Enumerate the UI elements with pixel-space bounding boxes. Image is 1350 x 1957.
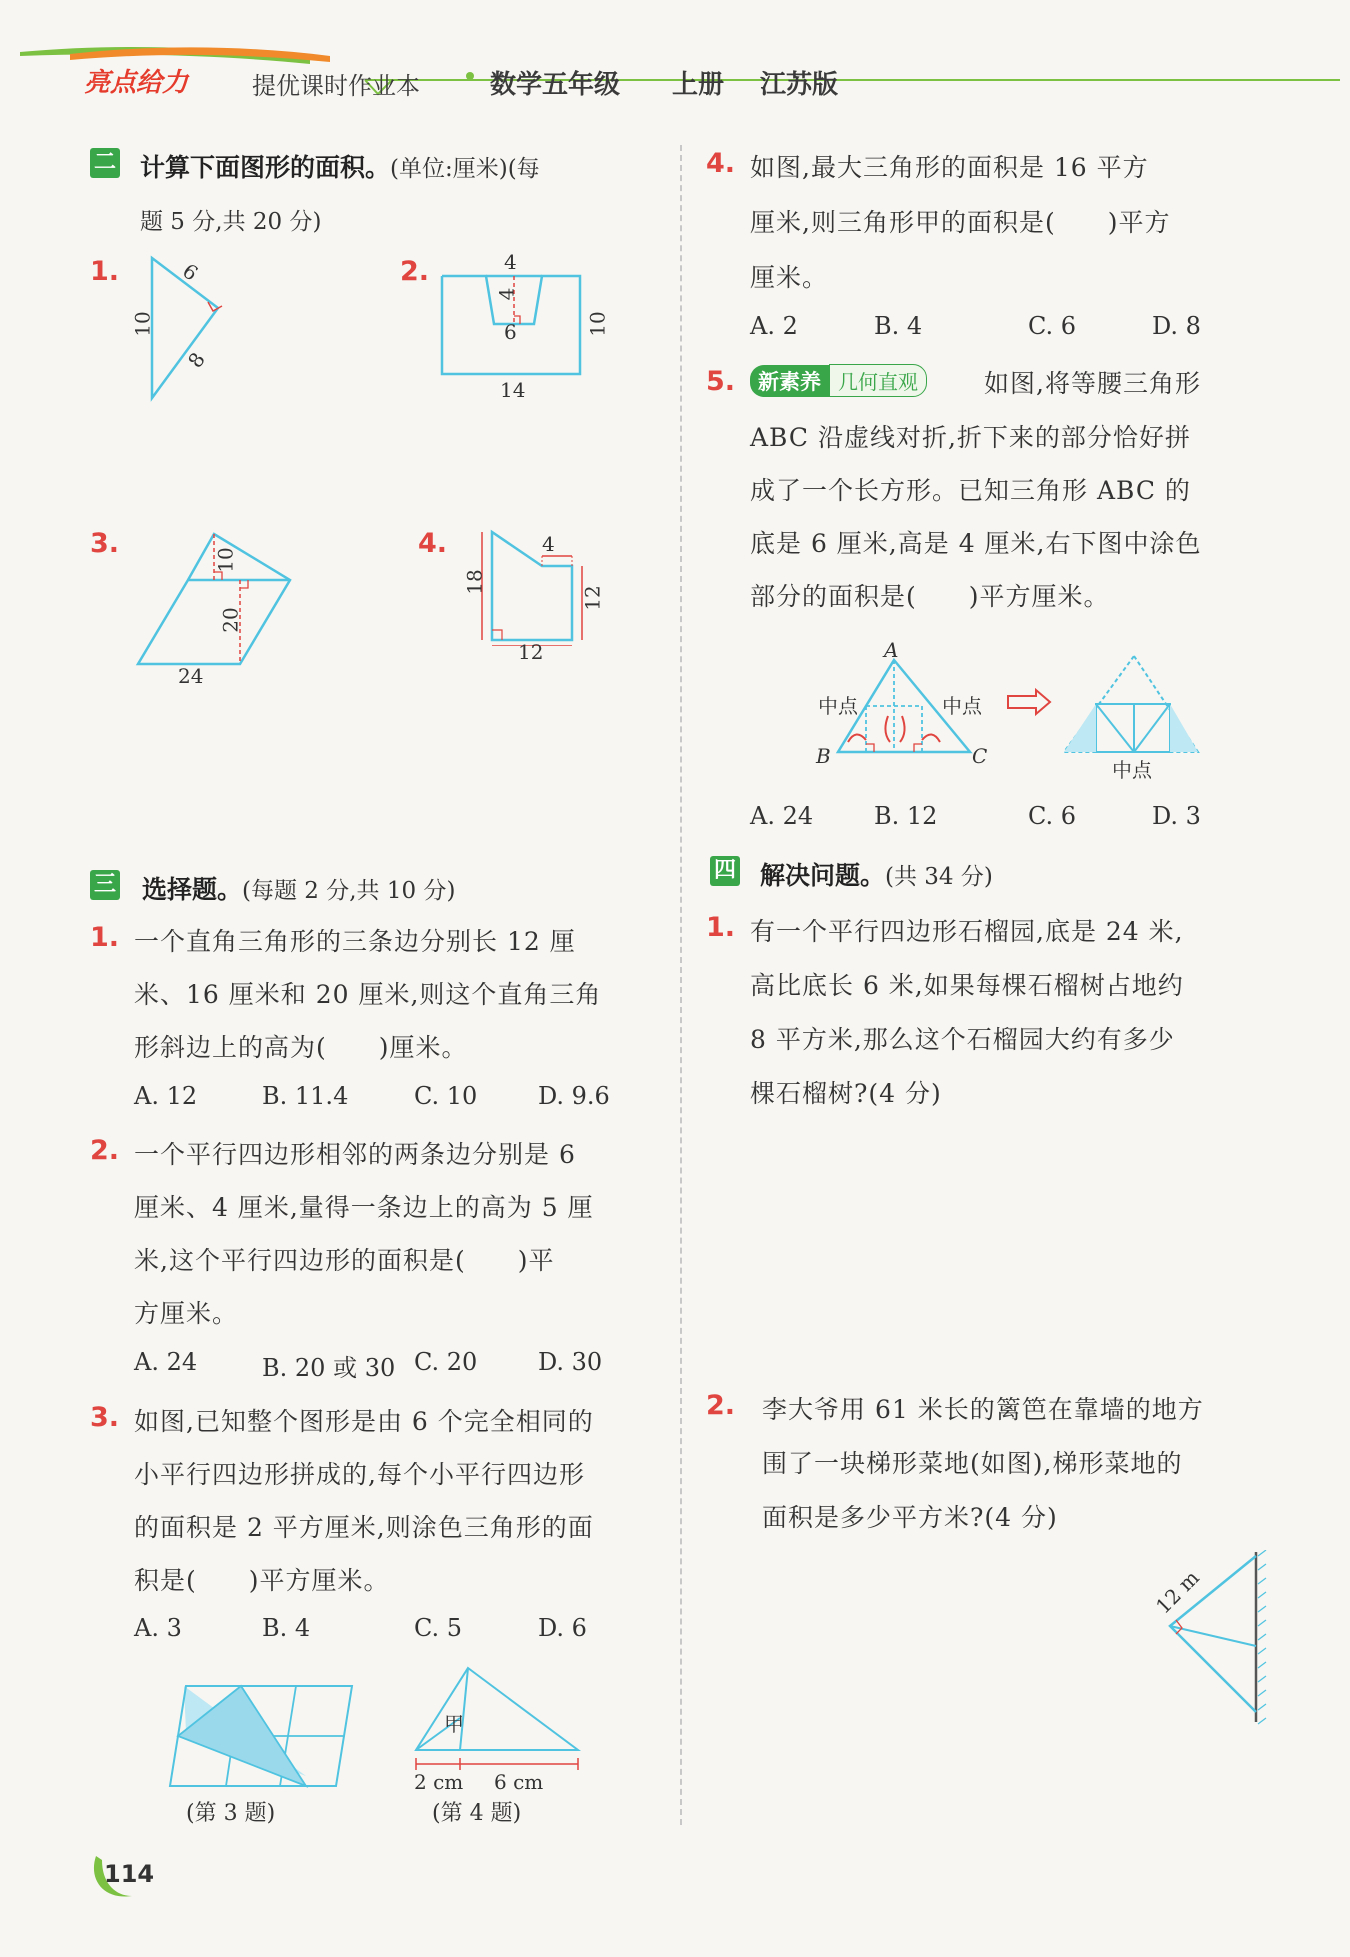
trapezoid-label-12m: 12 m: [1150, 1565, 1204, 1619]
fig3-label-20: 20: [218, 607, 243, 633]
question-number: 2.: [90, 1135, 120, 1166]
section-heading: [140, 148, 540, 184]
fig4-caption: (第 4 题): [432, 1801, 522, 1826]
question-line: 李大爷用 61 米长的篱笆在靠墙的地方: [762, 1395, 1204, 1424]
option-a[interactable]: A. 2: [750, 312, 798, 340]
fig3-label-10: 10: [213, 547, 238, 573]
question-number: 1.: [90, 922, 120, 953]
section-badge: 四: [710, 856, 740, 886]
q5-label-c: C: [972, 744, 988, 768]
option-b[interactable]: B. 4: [874, 312, 923, 340]
option-b[interactable]: B. 11.4: [262, 1082, 349, 1110]
q5-label-midpoint-left: 中点: [818, 694, 858, 718]
literacy-tag: [750, 364, 927, 397]
option-a[interactable]: A. 3: [134, 1614, 182, 1642]
question-line: 围了一块梯形菜地(如图),梯形菜地的: [762, 1449, 1183, 1478]
section-heading: [760, 856, 993, 892]
question-line: 底是 6 厘米,高是 4 厘米,右下图中涂色: [750, 529, 1202, 558]
option-d[interactable]: D. 3: [1152, 802, 1201, 830]
fig2-number: 2.: [400, 256, 430, 287]
fig4-label-18: 18: [462, 569, 487, 595]
question-number: 5.: [706, 366, 736, 397]
q3-parallelogram-grid: [166, 1676, 356, 1791]
answer-area[interactable]: [750, 1120, 1270, 1360]
fig4-label-12-base: 12: [518, 640, 544, 664]
option-a[interactable]: A. 24: [750, 802, 814, 830]
fig2-label-bottom: 6: [504, 320, 517, 344]
section-note: (每题 2 分,共 10 分): [242, 878, 456, 904]
page-number: 114: [104, 1860, 155, 1888]
section-note: (共 34 分): [885, 864, 993, 890]
q5-label-midpoint-bottom: 中点: [1112, 758, 1152, 782]
question-line: 如图,最大三角形的面积是 16 平方: [750, 153, 1149, 182]
question-line: 的面积是 2 平方厘米,则涂色三角形的面: [134, 1513, 594, 1542]
series-title: 提优课时作业本: [252, 72, 420, 100]
q5-label-b: B: [816, 744, 831, 768]
option-c[interactable]: C. 20: [414, 1348, 478, 1376]
section-badge: 二: [90, 148, 120, 178]
answer-area[interactable]: [750, 1550, 1130, 1790]
brand-logo: 亮点给力: [84, 68, 189, 98]
question-line: 如图,已知整个图形是由 6 个完全相同的: [134, 1407, 594, 1436]
question-line: ABC 沿虚线对折,折下来的部分恰好拼: [750, 423, 1191, 452]
question-line: 成了一个长方形。已知三角形 ABC 的: [750, 476, 1191, 505]
option-b[interactable]: B. 20 或 30: [262, 1354, 396, 1382]
question-number: 4.: [706, 148, 736, 179]
question-number: 1.: [706, 912, 736, 943]
fig1-label-6: 6: [178, 258, 203, 286]
section-note: (单位:厘米)(每: [390, 156, 540, 182]
question-line: 部分的面积是( )平方厘米。: [750, 582, 1110, 611]
tag-geometry-intuition: 几何直观: [829, 364, 927, 397]
option-b[interactable]: B. 12: [874, 802, 938, 830]
option-a[interactable]: A. 12: [134, 1082, 198, 1110]
fig1-label-8: 8: [182, 347, 210, 373]
question-line: 一个平行四边形相邻的两条边分别是 6: [134, 1140, 576, 1169]
tag-new-literacy: 新素养: [750, 365, 829, 397]
option-c[interactable]: C. 6: [1028, 802, 1077, 830]
option-d[interactable]: D. 30: [538, 1348, 603, 1376]
section-title: 解决问题。: [760, 861, 886, 890]
q5-label-a: A: [884, 638, 899, 662]
question-number: 2.: [706, 1390, 736, 1421]
section-note-cont: 题 5 分,共 20 分): [140, 209, 322, 235]
subject-label: 数学五年级: [490, 70, 621, 100]
fig1-number: 1.: [90, 256, 120, 287]
question-number: 3.: [90, 1402, 120, 1433]
question-line: 形斜边上的高为( )厘米。: [134, 1033, 468, 1062]
fig3-label-24: 24: [178, 664, 204, 688]
question-line: 方厘米。: [134, 1299, 239, 1328]
question-line: 8 平方米,那么这个石榴园大约有多少: [750, 1025, 1175, 1054]
q4-nested-triangles: [408, 1664, 588, 1774]
option-c[interactable]: C. 10: [414, 1082, 478, 1110]
question-line: 厘米。: [750, 263, 829, 292]
fig2-label-height: 4: [494, 287, 519, 301]
fig4-label-jia: 甲: [444, 1712, 464, 1736]
fig4-label-12-side: 12: [580, 585, 605, 611]
fig1-label-10: 10: [130, 311, 155, 337]
question-line: 厘米、4 厘米,量得一条边上的高为 5 厘: [134, 1193, 594, 1222]
option-a[interactable]: A. 24: [134, 1348, 198, 1376]
edition-label: 江苏版: [760, 70, 839, 100]
fig3-caption: (第 3 题): [186, 1801, 276, 1826]
section-badge: 三: [90, 870, 120, 900]
fig4-label-6cm: 6 cm: [494, 1770, 544, 1794]
option-b[interactable]: B. 4: [262, 1614, 311, 1642]
volume-label: 上册: [672, 70, 725, 100]
section-heading: [142, 870, 455, 906]
question-line: 一个直角三角形的三条边分别长 12 厘: [134, 927, 576, 956]
option-c[interactable]: C. 6: [1028, 312, 1077, 340]
fig4-number: 4.: [418, 528, 448, 559]
fig4-label-4: 4: [542, 532, 555, 556]
question-line: 高比底长 6 米,如果每棵石榴树占地约: [750, 971, 1184, 1000]
question-line: 如图,将等腰三角形: [984, 369, 1201, 398]
fig3-number: 3.: [90, 528, 120, 559]
fig4-label-2cm: 2 cm: [414, 1770, 464, 1794]
option-d[interactable]: D. 6: [538, 1614, 587, 1642]
question-line: 厘米,则三角形甲的面积是( )平方: [750, 208, 1171, 237]
column-divider: [680, 145, 682, 1825]
option-d[interactable]: D. 8: [1152, 312, 1201, 340]
question-line: 米,这个平行四边形的面积是( )平: [134, 1246, 555, 1275]
option-c[interactable]: C. 5: [414, 1614, 463, 1642]
question-line: 棵石榴树?(4 分): [750, 1079, 942, 1108]
question-line: 米、16 厘米和 20 厘米,则这个直角三角: [134, 980, 602, 1009]
question-line: 小平行四边形拼成的,每个小平行四边形: [134, 1460, 585, 1489]
q5-fold-diagram: [818, 640, 1218, 760]
section-title: 选择题。: [142, 875, 243, 904]
fig2-label-side: 10: [585, 311, 610, 337]
question-line: 面积是多少平方米?(4 分): [762, 1503, 1058, 1532]
fig2-label-base: 14: [500, 378, 526, 402]
question-line: 有一个平行四边形石榴园,底是 24 米,: [750, 917, 1184, 946]
option-d[interactable]: D. 9.6: [538, 1082, 610, 1110]
trapezoid-garden-figure: [1140, 1550, 1280, 1730]
section-title: 计算下面图形的面积。: [140, 153, 391, 182]
question-line: 积是( )平方厘米。: [134, 1566, 390, 1595]
fig2-label-top: 4: [504, 250, 517, 274]
q5-label-midpoint-right: 中点: [942, 694, 982, 718]
